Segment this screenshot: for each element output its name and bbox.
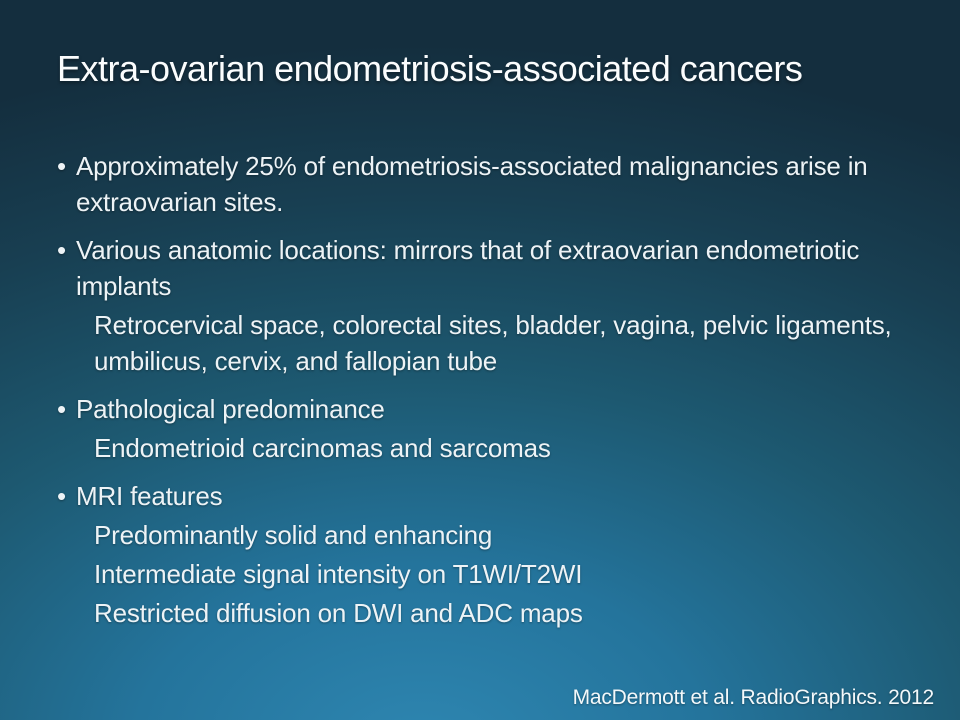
bullet-text: Retrocervical space, colorectal sites, bladder, vagina, pelvic ligaments, umbilicus, cervix, and fallopian tube [94,310,892,376]
bullet-text: Predominantly solid and enhancing [94,520,493,550]
bullet-text: Endometrioid carcinomas and sarcomas [94,433,551,463]
bullet-item [57,517,927,553]
bullet-item [57,232,927,304]
citation: MacDermott et al. RadioGraphics. 2012 [572,686,934,709]
bullet-list [57,148,927,634]
bullet-item [57,556,927,592]
bullet-item [57,478,927,514]
bullet-marker: • [57,481,66,511]
bullet-item [57,595,927,631]
bullet-text: MRI features [76,481,223,511]
bullet-text: Pathological predominance [76,394,385,424]
bullet-text: Approximately 25% of endometriosis-associated malignancies arise in extraovarian sites. [76,151,868,217]
bullet-marker: • [57,394,66,424]
bullet-text: Intermediate signal intensity on T1WI/T2WI [94,559,583,589]
bullet-text: Restricted diffusion on DWI and ADC maps [94,598,583,628]
bullet-marker: • [57,235,66,265]
bullet-item [57,391,927,427]
bullet-marker: • [57,151,66,181]
bullet-item [57,430,927,466]
slide-title: Extra-ovarian endometriosis-associated cancers [57,48,803,89]
bullet-item [57,148,927,220]
bullet-text: Various anatomic locations: mirrors that of extraovarian endometriotic implants [76,235,860,301]
bullet-item [57,307,927,379]
